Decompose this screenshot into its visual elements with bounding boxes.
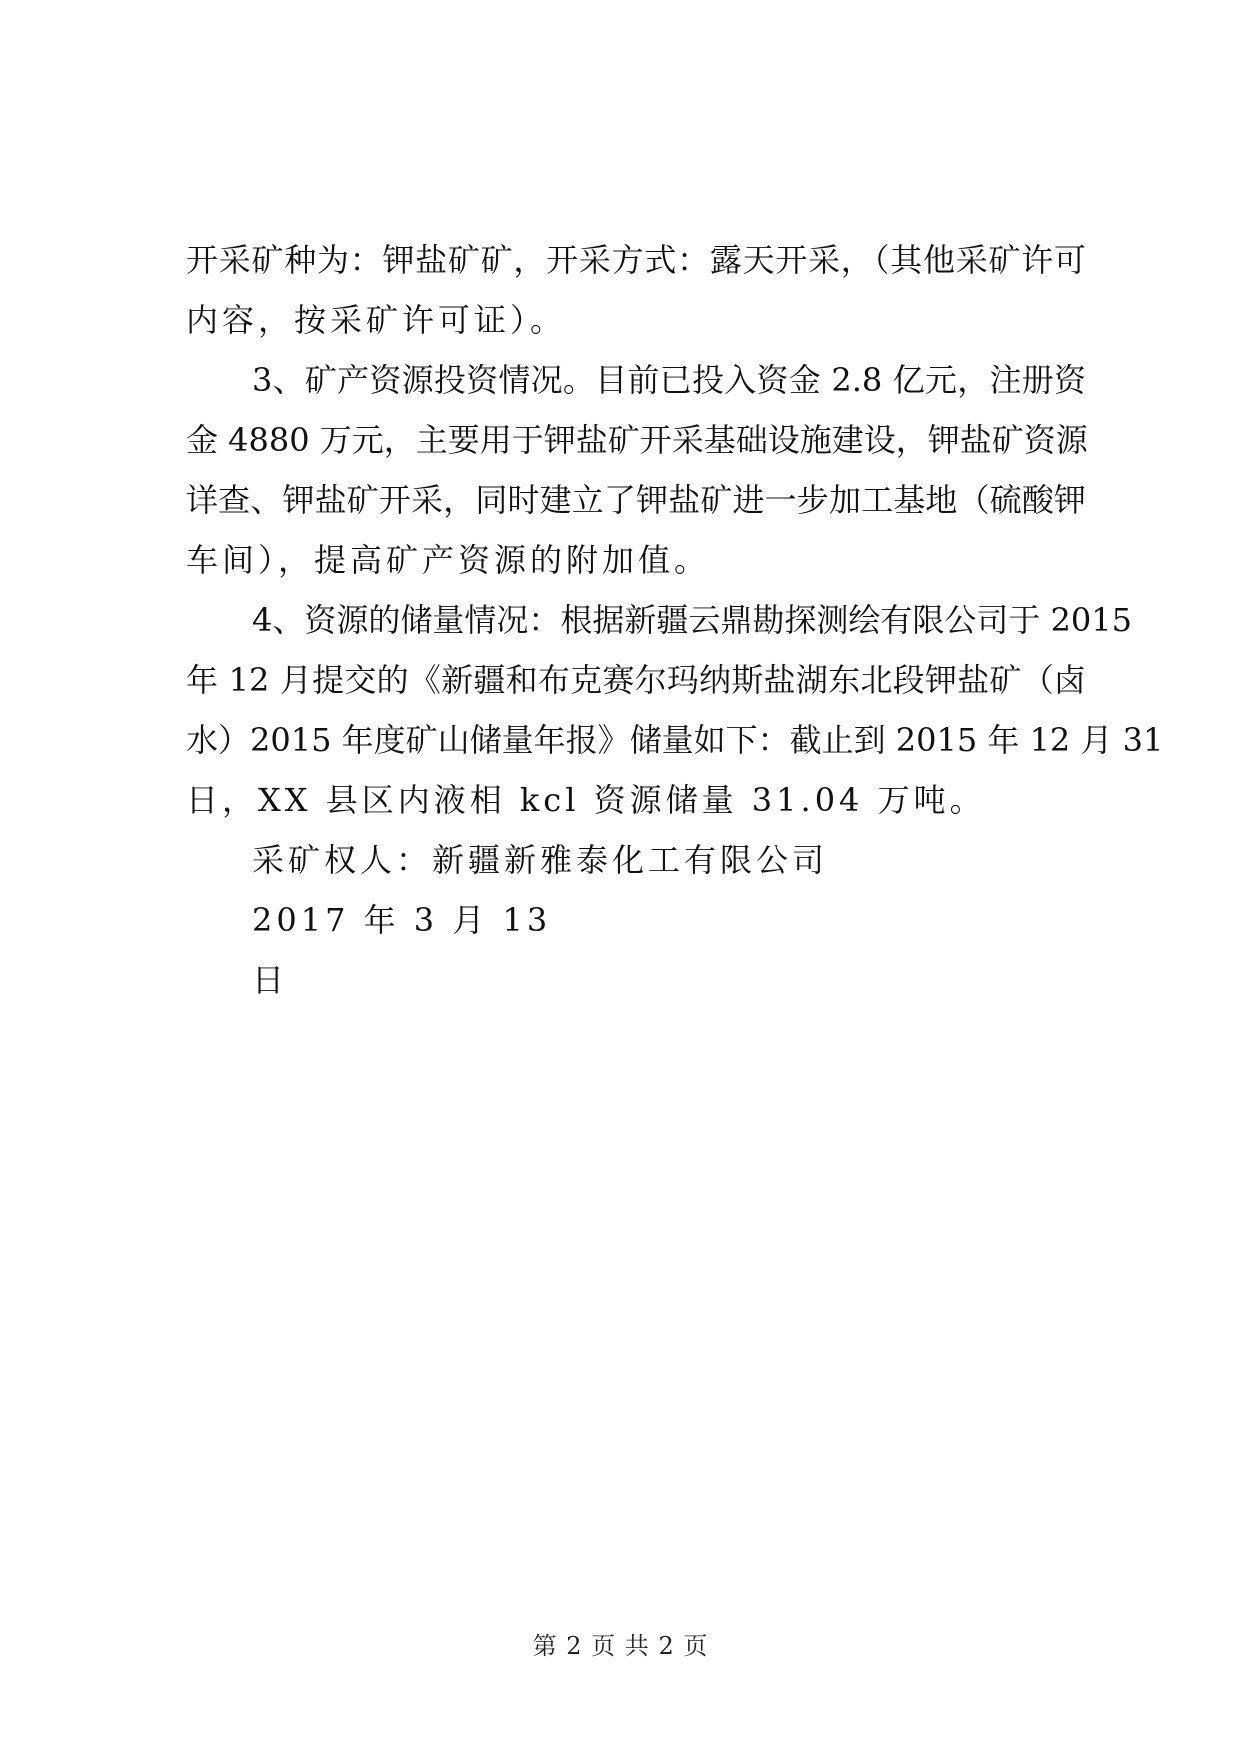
mining-right-holder: 采矿权人：新疆新雅泰化工有限公司 <box>252 841 829 879</box>
signature-date-day: 日 <box>252 961 289 999</box>
paragraph-2-line-4: 车间），提高矿产资源的附加值。 <box>186 541 711 579</box>
paragraph-3-line-1: 4、资源的储量情况：根据新疆云鼎勘探测绘有限公司于 2015 <box>252 601 1132 639</box>
signature-date: 2017 年 3 月 13 <box>252 901 552 939</box>
paragraph-2-line-2: 金 4880 万元，主要用于钾盐矿开采基础设施建设，钾盐矿资源 <box>186 421 1088 459</box>
page-number-footer: 第 2 页 共 2 页 <box>532 1632 709 1660</box>
paragraph-1-line-1: 开采矿种为：钾盐矿矿，开采方式：露天开采，（其他采矿许可 <box>186 241 1086 279</box>
document-body <box>186 230 1164 1010</box>
paragraph-3-line-4: 日，XX 县区内液相 kcl 资源储量 31.04 万吨。 <box>186 781 986 819</box>
paragraph-3-line-3: 水）2015 年度矿山储量年报》储量如下：截止到 2015 年 12 月 31 <box>186 721 1164 759</box>
paragraph-3-line-2: 年 12 月提交的《新疆和布克赛尔玛纳斯盐湖东北段钾盐矿（卤 <box>186 661 1086 699</box>
paragraph-2-line-3: 详查、钾盐矿开采，同时建立了钾盐矿进一步加工基地（硫酸钾 <box>186 481 1086 519</box>
paragraph-1-line-2: 内容，按采矿许可证）。 <box>186 301 567 339</box>
paragraph-2-line-1: 3、矿产资源投资情况。目前已投入资金 2.8 亿元，注册资 <box>252 361 1086 399</box>
